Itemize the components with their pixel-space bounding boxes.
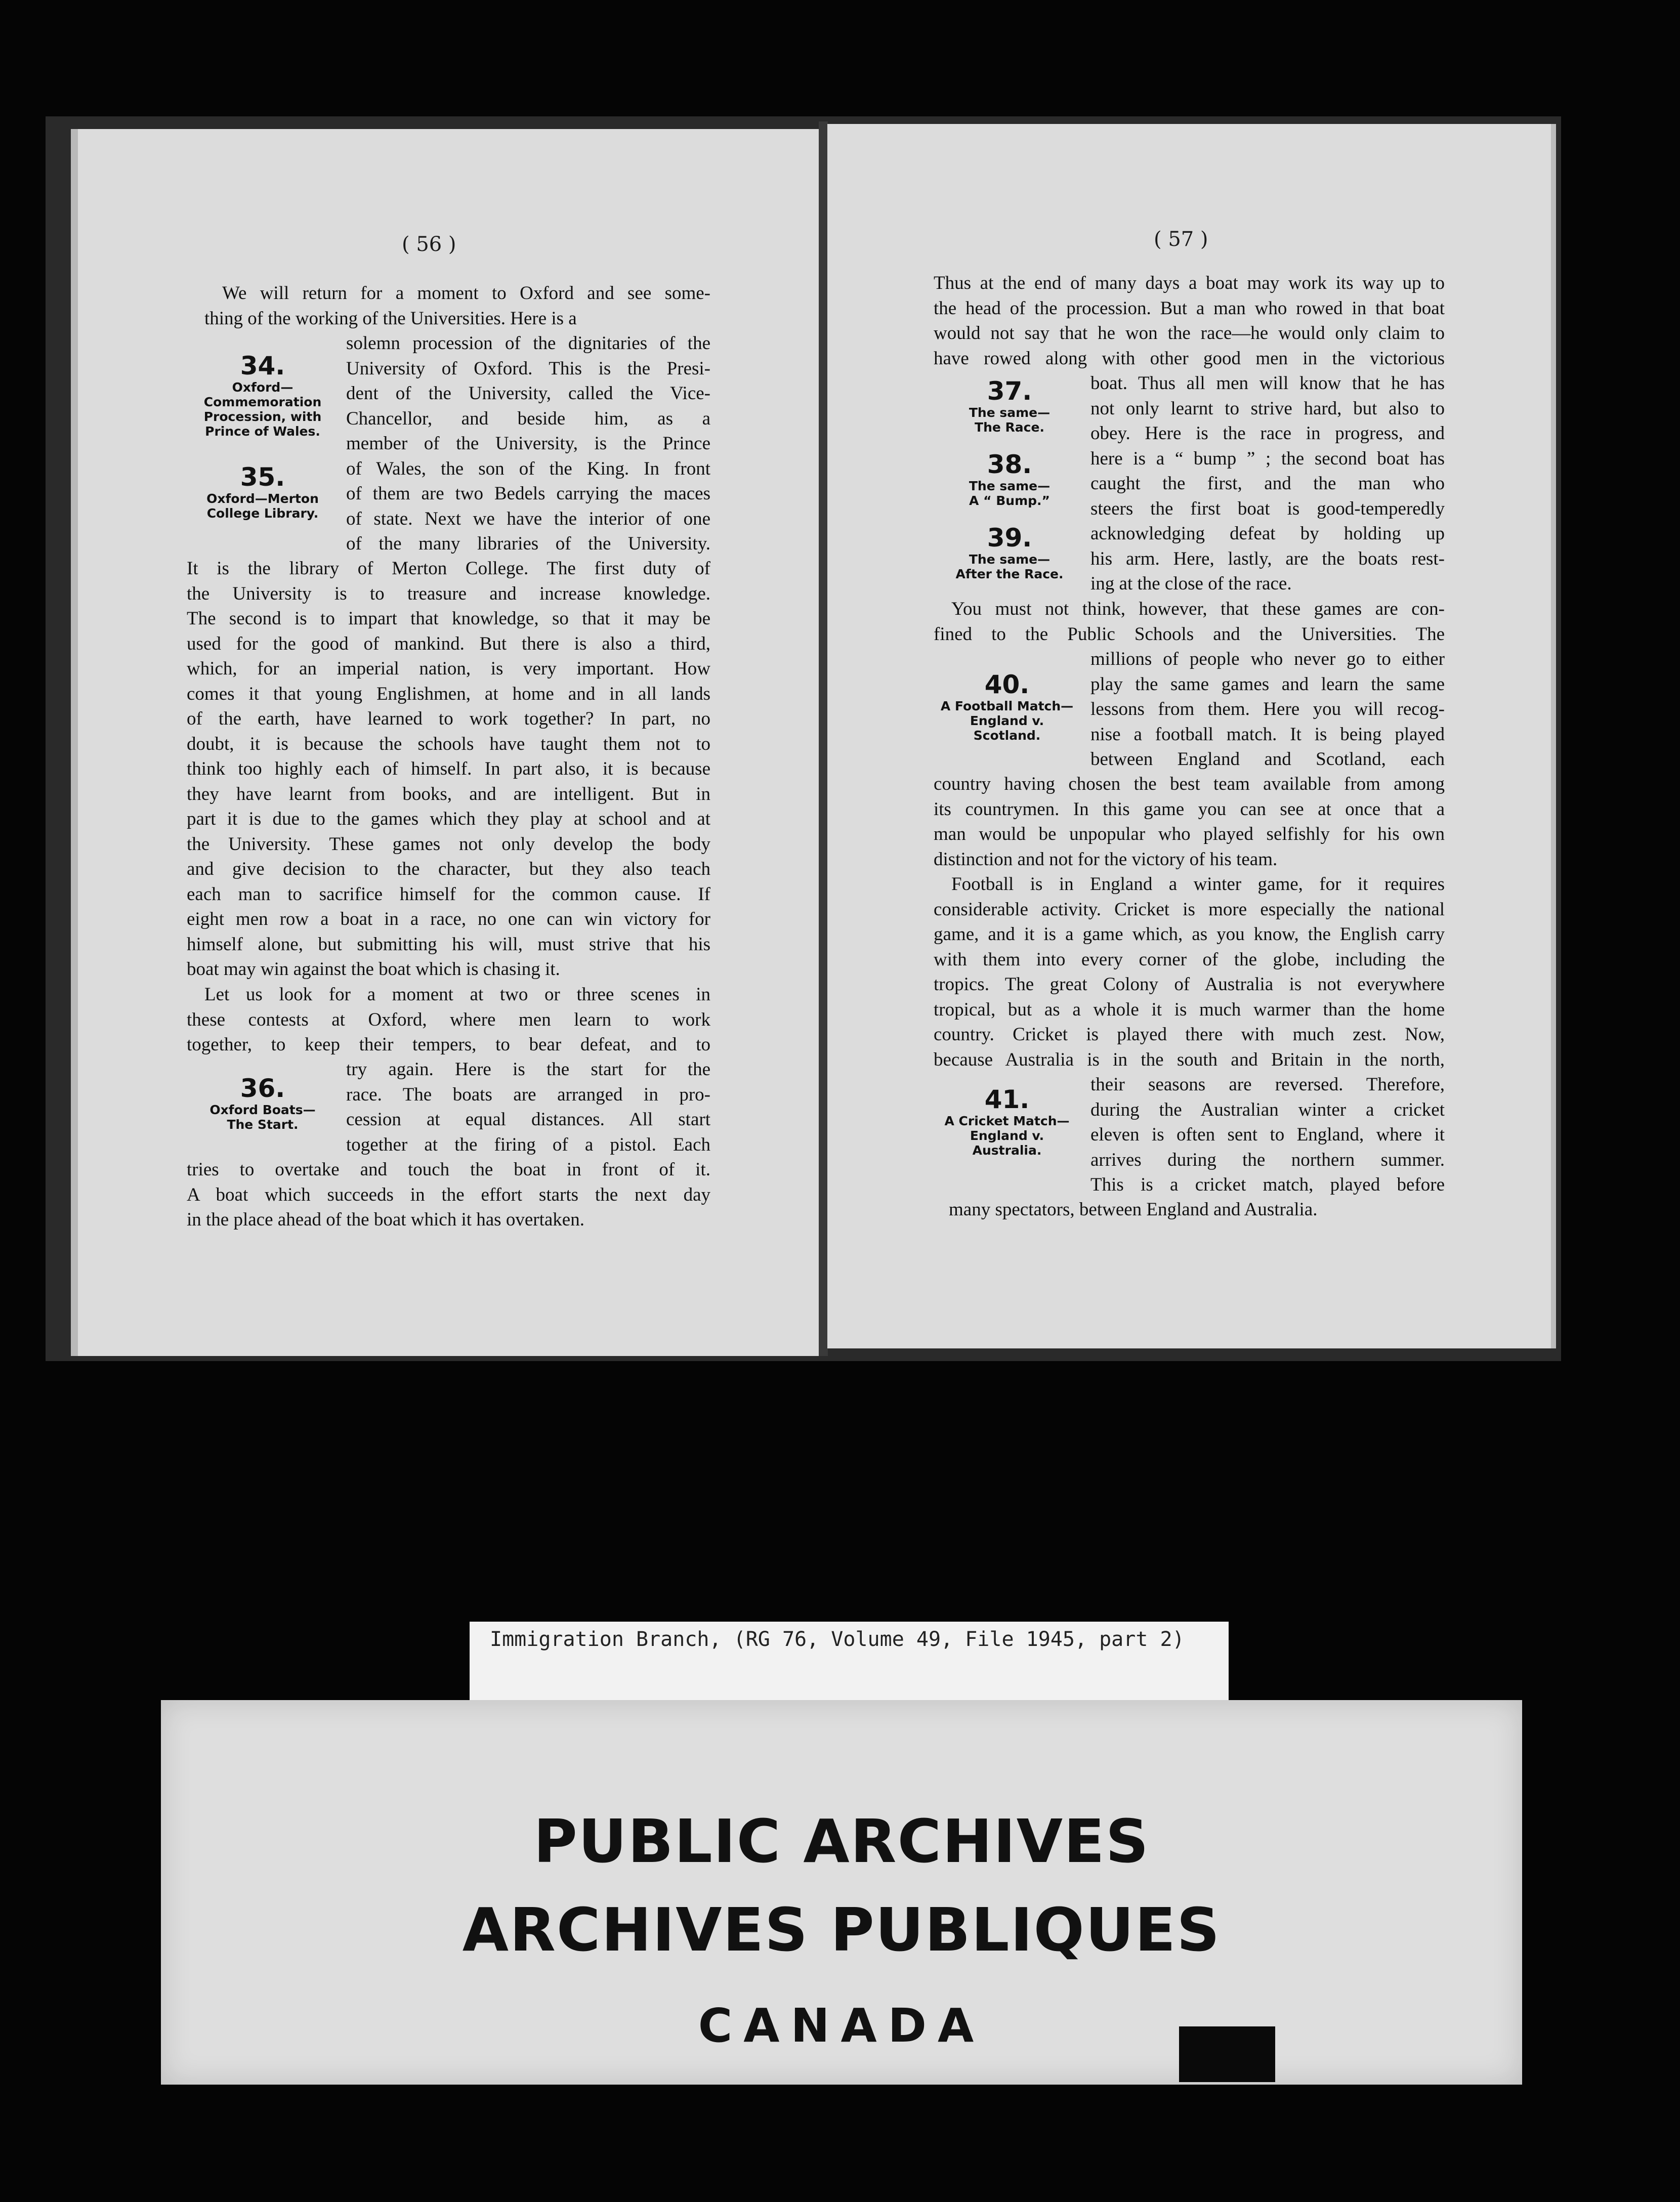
left-block-1-narrow [346,331,710,557]
text-line: eight men row a boat in a race, no one can win victory for [187,909,710,929]
text-line: lessons from them. Here you will recog- [1090,699,1445,719]
text-line: considerable activity. Cricket is more especially the national [934,899,1445,920]
margin-note-caption: The Start. [227,1117,299,1132]
text-line: play the same games and learn the same [1090,673,1445,695]
text-line: because Australia is in the south and Britain in the north, [934,1049,1445,1070]
text-line: try again. Here is the start for the [346,1059,710,1080]
margin-note-number: 34. [240,351,285,380]
text-line: You must not think, however, that these games are con- [951,599,1445,619]
archives-country: CANADA [698,1999,985,2053]
text-line: would not say that he won the race—he would only claim to [934,323,1445,344]
text-line: steers the first boat is good-temperedly [1090,498,1445,519]
margin-note-caption: Oxford—Merton [206,491,319,506]
margin-note-caption: Oxford Boats— [209,1103,316,1117]
text-line: It is the library of Merton College. The first duty of [187,558,710,579]
margin-note-caption: A Cricket Match— [944,1114,1070,1128]
text-line: millions of people who never go to either [1090,649,1445,669]
margin-note-34 [187,352,339,439]
card-tab [1179,2026,1275,2082]
text-line: of state. Next we have the interior of one [346,508,710,529]
text-line: cession at equal distances. All start [346,1109,710,1130]
right-block-1-full [934,271,1445,371]
text-line: man would be unpopular who played selfishly for his own [934,824,1445,844]
text-line: here is a “ bump ” ; the second boat has [1090,448,1445,469]
margin-note-number: 40. [984,670,1030,699]
margin-note-caption: The same— [969,479,1051,493]
text-line: of the earth, have learned to work together? In part, no [187,708,710,729]
text-line: ing at the close of the race. [1090,573,1292,594]
text-line: A boat which succeeds in the effort starts the next day [187,1184,710,1205]
text-line: boat may win against the boat which is chasing it. [187,959,560,980]
text-line: caught the first, and the man who [1090,473,1445,494]
margin-note-caption: After the Race. [955,567,1064,581]
right-block-3-end [949,1197,1445,1222]
text-line: and give decision to the character, but they also teach [187,859,710,879]
text-line: This is a cricket match, played before [1090,1174,1445,1195]
margin-note-caption: A Football Match— [940,699,1074,713]
left-page [71,129,820,1356]
text-line: Thus at the end of many days a boat may work its way up to [934,273,1445,293]
archives-title-french: ARCHIVES PUBLIQUES [462,1895,1221,1965]
text-line: have rowed along with other good men in the victorious [934,348,1445,369]
text-line: together at the firing of a pistol. Each [346,1134,710,1155]
text-line: nise a football match. It is being played [1090,724,1445,745]
text-line: Football is in England a winter game, for it requires [951,874,1445,895]
margin-note-caption: The same— [969,552,1051,567]
text-line: many spectators, between England and Australia. [949,1199,1318,1220]
text-line: in the place ahead of the boat which it has overtaken. [187,1209,584,1230]
text-line: doubt, it is because the schools have taught them not to [187,733,710,754]
margin-note-caption: Oxford— [232,380,293,395]
margin-note-36 [187,1074,339,1132]
text-line: race. The boats are arranged in pro- [346,1084,710,1105]
margin-note-caption: The same— [969,405,1051,420]
margin-note-caption: College Library. [206,506,319,521]
text-line: country having chosen the best team available from among [934,774,1445,794]
text-line: distinction and not for the victory of his team. [934,849,1278,870]
margin-note-caption: England v. [970,1128,1044,1143]
text-line: tropical, but as a whole it is much warmer than the home [934,999,1445,1020]
left-block-2-full [187,1157,710,1233]
margin-note-number: 35. [240,462,285,492]
text-line: fined to the Public Schools and the Universities. The [934,623,1445,645]
left-block-2 [187,982,710,1057]
text-line: himself alone, but submitting his will, must strive that his [187,934,710,955]
text-line: game, and it is a game which, as you know, the English carry [934,924,1445,945]
right-block-2-full [934,597,1445,647]
text-line: during the Australian winter a cricket [1090,1099,1445,1120]
text-line: part it is due to the games which they play at school and at [187,809,710,829]
right-block-3-narrow [1090,1072,1445,1198]
margin-note-37 [936,377,1083,435]
text-line: tropics. The great Colony of Australia is not everywhere [934,974,1445,995]
reference-text: Immigration Branch, (RG 76, Volume 49, File 1945, part 2) [490,1628,1185,1651]
text-line: of the many libraries of the University. [346,533,710,554]
margin-note-number: 37. [987,376,1032,406]
page-number-57: ( 57 ) [1154,228,1208,251]
archives-title-english: PUBLIC ARCHIVES [533,1806,1150,1876]
margin-note-number: 36. [240,1074,285,1103]
archives-card [161,1700,1522,2085]
margin-note-number: 38. [987,450,1032,479]
text-line: arrives during the northern summer. [1090,1149,1445,1170]
text-line: University of Oxford. This is the Presi- [346,358,710,379]
text-line: each man to sacrifice himself for the common cause. If [187,883,710,905]
text-line: eleven is often sent to England, where it [1090,1124,1445,1145]
text-line: their seasons are reversed. Therefore, [1090,1074,1445,1095]
text-line: The second is to impart that knowledge, so that it may be [187,608,710,629]
right-block-2-full2 [934,772,1445,872]
text-line: We will return for a moment to Oxford and see some- [222,283,710,304]
margin-note-caption: Scotland. [973,728,1041,743]
text-line: dent of the University, called the Vice- [346,383,710,404]
text-line: with them into every corner of the globe, including the [934,949,1445,970]
margin-note-number: 41. [984,1085,1030,1114]
margin-note-caption: England v. [970,713,1044,728]
text-line: between England and Scotland, each [1090,749,1445,770]
right-page [827,124,1556,1348]
margin-note-35 [187,463,339,521]
text-line: his arm. Here, lastly, are the boats rest- [1090,548,1445,569]
text-line: member of the University, is the Prince [346,433,710,454]
margin-note-number: 39. [987,523,1032,553]
left-block-1-full [187,556,710,982]
text-line: tries to overtake and touch the boat in front of it. [187,1159,710,1180]
text-line: of them are two Bedels carrying the maces [346,483,710,504]
text-line: the head of the procession. But a man who rowed in that boat [934,298,1445,319]
text-line: thing of the working of the Universities. Here is a [204,308,577,329]
text-line: obey. Here is the race in progress, and [1090,423,1445,444]
text-line: these contests at Oxford, where men learn to work [187,1009,710,1030]
text-line: Let us look for a moment at two or three scenes in [204,984,710,1005]
margin-note-caption: Australia. [972,1143,1042,1158]
text-line: together, to keep their tempers, to bear defeat, and to [187,1034,710,1055]
margin-note-38 [936,450,1083,508]
text-line: comes it that young Englishmen, at home and in all lands [187,683,710,704]
text-line: think too highly each of himself. In part also, it is because [187,758,710,779]
text-line: they have learnt from books, and are intelligent. But in [187,783,710,804]
margin-note-caption: Prince of Wales. [205,424,320,439]
left-block-1 [204,281,710,331]
margin-note-40 [929,670,1085,743]
text-line: the University is to treasure and increase knowledge. [187,583,710,604]
right-block-2-narrow [1090,647,1445,772]
margin-note-39 [936,524,1083,581]
left-block-2-narrow [346,1057,710,1157]
text-line: acknowledging defeat by holding up [1090,523,1445,544]
right-block-1-narrow [1090,371,1445,597]
text-line: its countrymen. In this game you can see at once that a [934,798,1445,820]
margin-note-caption: A “ Bump.” [969,493,1050,508]
text-line: of Wales, the son of the King. In front [346,458,710,479]
text-line: boat. Thus all men will know that he has [1090,373,1445,394]
page-number-56: ( 56 ) [402,233,456,256]
text-line: used for the good of mankind. But there is also a third, [187,633,710,654]
right-block-3-full [934,872,1445,1072]
margin-note-caption: The Race. [975,420,1044,435]
text-line: Chancellor, and beside him, as a [346,408,710,429]
margin-note-41 [929,1085,1085,1158]
margin-note-caption: Procession, with [203,409,322,424]
text-line: country. Cricket is played there with much zest. Now, [934,1024,1445,1045]
text-line: not only learnt to strive hard, but also to [1090,398,1445,419]
text-line: which, for an imperial nation, is very important. How [187,658,710,679]
book-gutter [819,121,828,1356]
text-line: the University. These games not only develop the body [187,833,710,855]
text-line: solemn procession of the dignitaries of the [346,333,710,354]
margin-note-caption: Commemoration [203,395,322,409]
